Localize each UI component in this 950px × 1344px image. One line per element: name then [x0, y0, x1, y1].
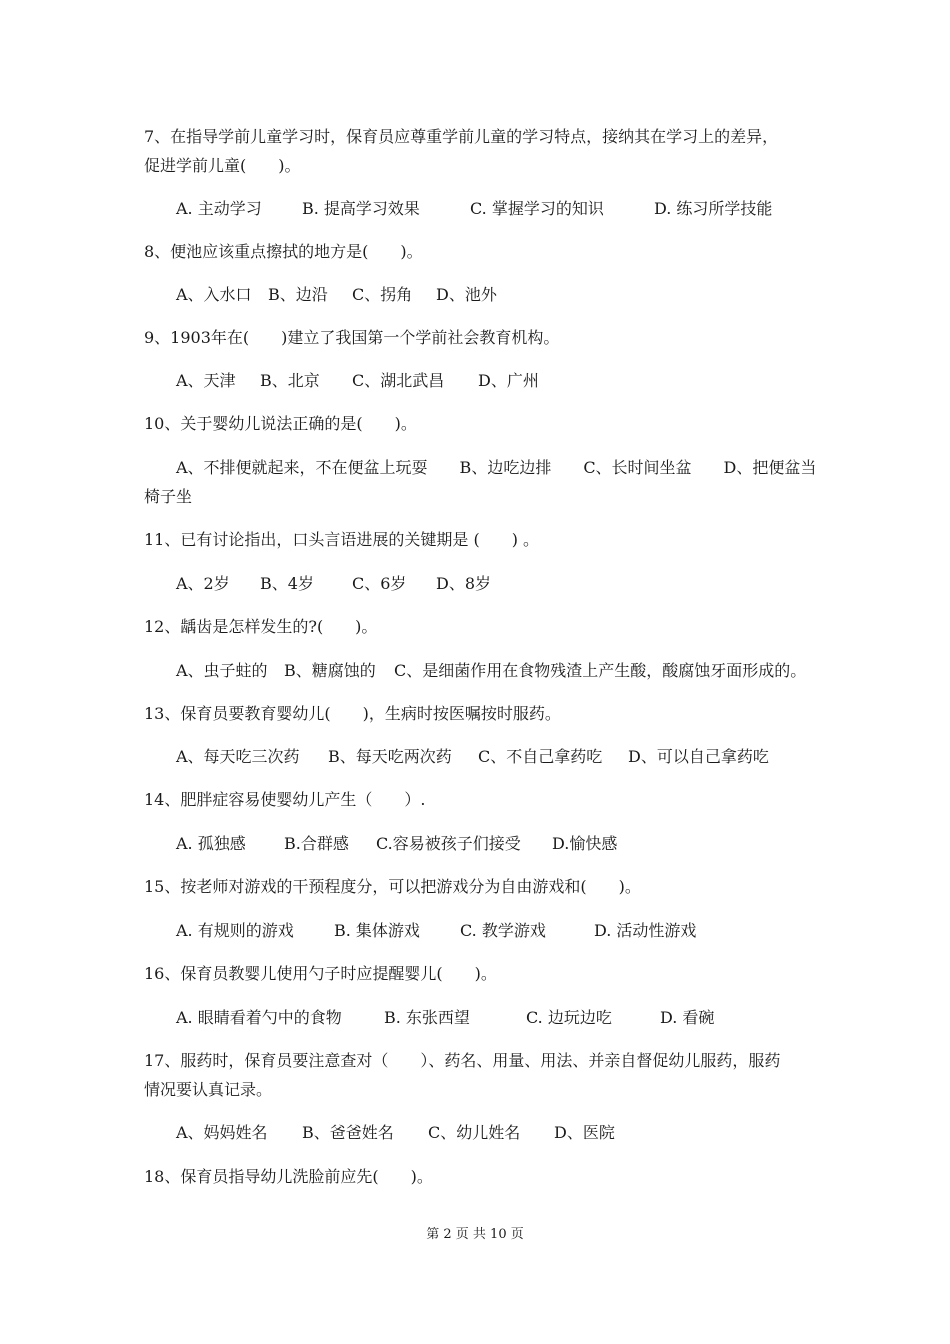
question-12: 12、龋齿是怎样发生的?( )。	[144, 617, 378, 636]
option-a: A. 有规则的游戏	[176, 921, 294, 940]
option-d: D、医院	[554, 1123, 615, 1142]
option-b: B、边沿	[268, 285, 328, 304]
option-b: B. 集体游戏	[334, 921, 420, 940]
question-7-line-2: 促进学前儿童( )。	[144, 156, 301, 175]
option-d: D. 活动性游戏	[594, 921, 697, 940]
option-a: A、虫子蛀的	[176, 661, 268, 680]
question-8: 8、便池应该重点擦拭的地方是( )。	[144, 242, 423, 261]
question-10-options-line-2: 椅子坐	[144, 487, 193, 506]
question-17-line-2: 情况要认真记录。	[144, 1080, 273, 1099]
option-d: D、8岁	[436, 574, 492, 593]
question-7-line-1: 7、在指导学前儿童学习时，保育员应尊重学前儿童的学习特点，接纳其在学习上的差异，	[144, 127, 779, 146]
option-a: A、每天吃三次药	[176, 747, 300, 766]
question-10-options-line-1: A、不排便就起来，不在便盆上玩耍 B、边吃边排 C、长时间坐盆 D、把便盆当	[176, 458, 817, 477]
option-a: A、天津	[176, 371, 236, 390]
question-18: 18、保育员指导幼儿洗脸前应先( )。	[144, 1167, 433, 1186]
question-7-options	[176, 198, 772, 220]
option-c: C、拐角	[352, 285, 413, 304]
option-b: B、北京	[260, 371, 320, 390]
option-a: A. 孤独感	[176, 834, 246, 853]
option-b: B、4岁	[260, 574, 314, 593]
question-14: 14、肥胖症容易使婴幼儿产生（ ）.	[144, 790, 426, 809]
option-a: A、2岁	[176, 574, 230, 593]
option-c: C. 边玩边吃	[526, 1008, 612, 1027]
question-16-options	[176, 1007, 714, 1029]
question-11: 11、已有讨论指出，口头言语进展的关键期是 ( ) 。	[144, 530, 540, 549]
question-17-line-1: 17、服药时，保育员要注意查对（ ）、药名、用量、用法、并亲自督促幼儿服药，服药	[144, 1051, 781, 1070]
option-a: A. 眼睛看着勺中的食物	[176, 1008, 342, 1027]
question-13: 13、保育员要教育婴幼儿( )，生病时按医嘱按时服药。	[144, 704, 561, 723]
option-a: A、妈妈姓名	[176, 1123, 268, 1142]
option-c: C、是细菌作用在食物残渣上产生酸，酸腐蚀牙面形成的。	[394, 661, 807, 680]
option-a: A. 主动学习	[176, 199, 262, 218]
question-9: 9、1903年在( )建立了我国第一个学前社会教育机构。	[144, 328, 560, 347]
option-d: D、广州	[478, 371, 539, 390]
question-8-options	[176, 284, 497, 306]
question-11-options	[176, 573, 491, 595]
page-footer: 第 2 页 共 10 页	[426, 1227, 524, 1242]
option-c: C. 教学游戏	[460, 921, 546, 940]
option-c: C、6岁	[352, 574, 407, 593]
option-d: D、池外	[436, 285, 497, 304]
option-c: C、幼儿姓名	[428, 1123, 521, 1142]
question-14-options	[176, 833, 617, 855]
option-d: D、可以自己拿药吃	[628, 747, 769, 766]
option-c: C、湖北武昌	[352, 371, 445, 390]
question-16: 16、保育员教婴儿使用勺子时应提醒婴儿( )。	[144, 964, 497, 983]
question-10: 10、关于婴幼儿说法正确的是( )。	[144, 414, 417, 433]
question-15: 15、按老师对游戏的干预程度分，可以把游戏分为自由游戏和( )。	[144, 877, 641, 896]
option-b: B、爸爸姓名	[302, 1123, 394, 1142]
option-b: B.合群感	[284, 834, 349, 853]
option-c: C.容易被孩子们接受	[376, 834, 521, 853]
option-a: A、入水口	[176, 285, 252, 304]
option-d: D. 看碗	[660, 1008, 715, 1027]
option-b: B、糖腐蚀的	[284, 661, 376, 680]
question-17-options	[176, 1122, 615, 1144]
option-c: C、不自己拿药吃	[478, 747, 603, 766]
option-d: D.愉快感	[552, 834, 618, 853]
question-9-options	[176, 370, 539, 392]
option-b: B、每天吃两次药	[328, 747, 452, 766]
question-15-options	[176, 920, 696, 942]
option-c: C. 掌握学习的知识	[470, 199, 604, 218]
question-12-options	[176, 660, 806, 682]
option-b: B. 提高学习效果	[302, 199, 420, 218]
option-d: D. 练习所学技能	[654, 199, 773, 218]
option-b: B. 东张西望	[384, 1008, 470, 1027]
question-13-options	[176, 746, 769, 768]
